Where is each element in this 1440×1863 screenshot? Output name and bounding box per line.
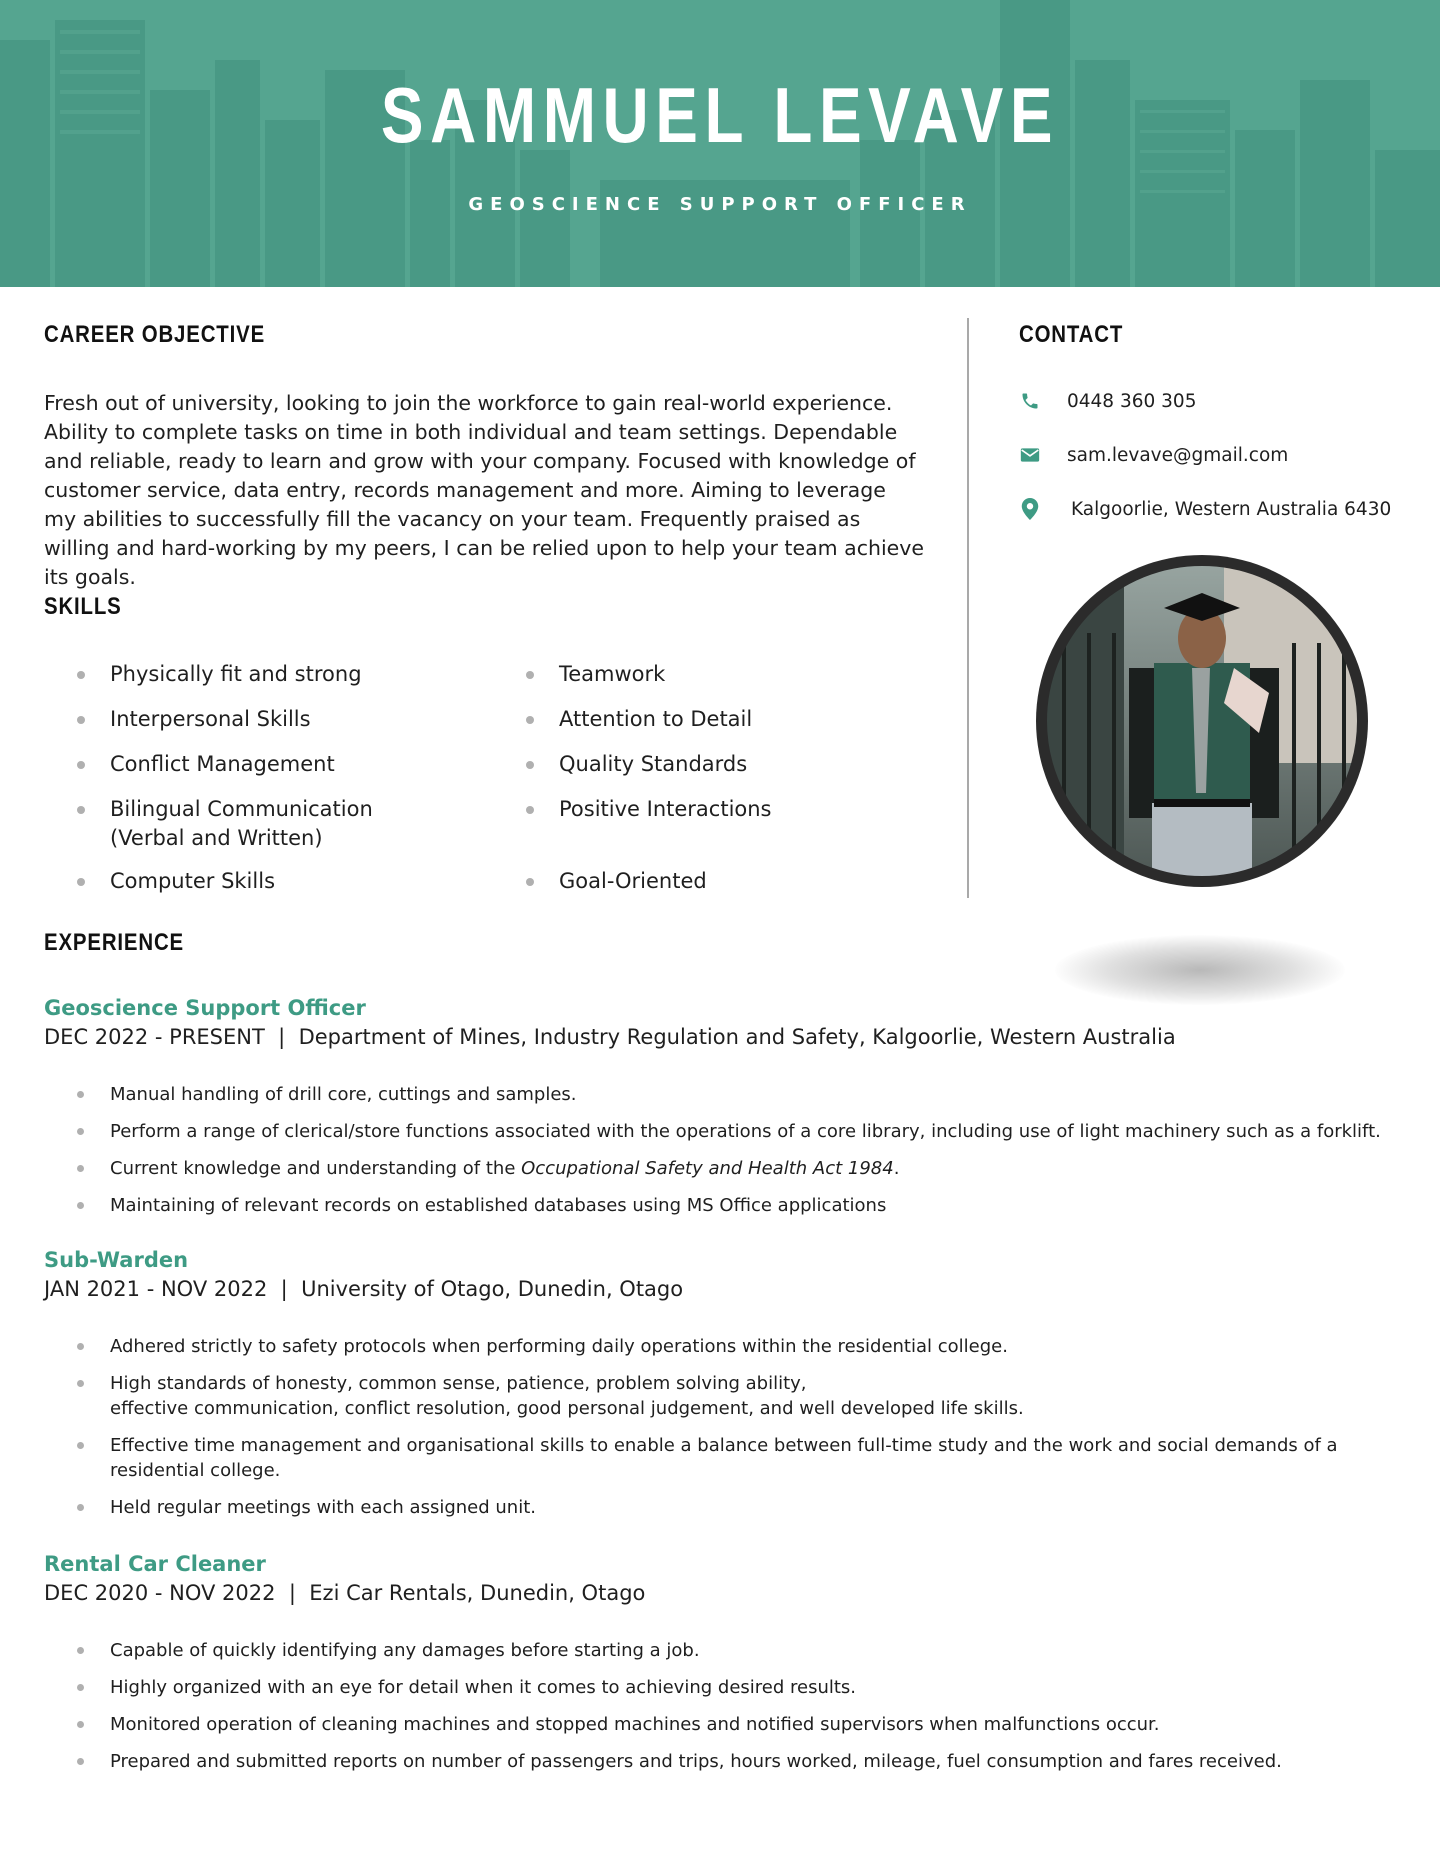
skill-item: Physically fit and strong [44, 660, 474, 689]
job-bullet-text: Current knowledge and understanding of the [110, 1158, 522, 1179]
job-meta: DEC 2020 - NOV 2022 | Ezi Car Rentals, Dunedin, Otago [44, 1581, 646, 1605]
job-meta: DEC 2022 - PRESENT | Department of Mines, Industry Regulation and Safety, Kalgoorlie, Western Australia [44, 1025, 1176, 1049]
job-bullet: Monitored operation of cleaning machines and stopped machines and notified supervisors when malfunctions occur. [44, 1712, 1414, 1737]
phone-icon [1019, 390, 1041, 412]
job-bullet: Manual handling of drill core, cuttings and samples. [44, 1082, 1414, 1107]
skill-item: Interpersonal Skills [44, 705, 474, 734]
job-bullet-line: effective communication, conflict resolution, good personal judgement, and well developed life skills. [110, 1398, 1024, 1419]
job-bullet: Highly organized with an eye for detail when it comes to achieving desired results. [44, 1675, 1414, 1700]
job-bullet [44, 1371, 1414, 1421]
job-bullet: Capable of quickly identifying any damages before starting a job. [44, 1638, 1414, 1663]
job-bullet-line: High standards of honesty, common sense, patience, problem solving ability, [110, 1373, 807, 1394]
skills-heading: SKILLS [44, 593, 122, 620]
job-bullet-end: . [893, 1158, 900, 1179]
career-objective-heading: CAREER OBJECTIVE [44, 321, 266, 348]
candidate-name: SAMMUEL LEVAVE [380, 71, 1060, 159]
skill-item: Goal-Oriented [493, 867, 913, 896]
experience-heading: EXPERIENCE [44, 929, 185, 956]
job-title: Rental Car Cleaner [44, 1552, 266, 1576]
skill-item: Quality Standards [493, 750, 913, 779]
location-text: Kalgoorlie, Western Australia 6430 [1071, 498, 1392, 520]
job-title: Sub-Warden [44, 1248, 189, 1272]
job-bullet: Held regular meetings with each assigned unit. [44, 1495, 1414, 1520]
contact-phone [1019, 386, 1196, 416]
job-bullet: Adhered strictly to safety protocols when performing daily operations within the residential college. [44, 1334, 1414, 1359]
career-objective-text: Fresh out of university, looking to join the workforce to gain real-world experience. Ability to complete tasks on time in both individual and team settings. Dependable and reliable, ready to learn and grow with your company. Focused with knowledge of customer service, data entry, records management and more. Aiming to leverage my abilities to successfully fill the vacancy on your team. Frequently praised as willing and hard-working by my peers, I can be relied upon to help your team achieve its goals. [44, 391, 925, 589]
contact-heading: CONTACT [1019, 321, 1124, 348]
job-bullet: Effective time management and organisational skills to enable a balance between full-time study and the work and social demands of a residential college. [44, 1433, 1414, 1483]
location-pin-icon [1019, 498, 1041, 520]
email-icon [1019, 444, 1041, 466]
job-bullet: Perform a range of clerical/store functions associated with the operations of a core library, including use of light machinery such as a forklift. [44, 1119, 1414, 1144]
skill-item: Conflict Management [44, 750, 474, 779]
column-divider [967, 318, 969, 898]
skill-item: Positive Interactions [493, 795, 913, 824]
email-address[interactable]: sam.levave@gmail.com [1067, 444, 1289, 466]
photo-shadow [1055, 935, 1345, 1005]
profile-photo [1034, 553, 1370, 889]
job-bullets [44, 1082, 1414, 1230]
skill-item: Computer Skills [44, 867, 474, 896]
job-bullet: Maintaining of relevant records on established databases using MS Office applications [44, 1193, 1414, 1218]
job-bullet: Prepared and submitted reports on number of passengers and trips, hours worked, mileage, fuel consumption and fares received. [44, 1749, 1414, 1774]
skill-item: Bilingual Communication (Verbal and Written) [44, 795, 444, 853]
header-banner [0, 0, 1440, 287]
job-meta: JAN 2021 - NOV 2022 | University of Otago, Dunedin, Otago [44, 1277, 684, 1301]
job-bullets [44, 1638, 1414, 1786]
skill-item: Teamwork [493, 660, 913, 689]
contact-location [1019, 494, 1391, 524]
contact-email [1019, 440, 1288, 470]
skills-list-left [44, 660, 474, 912]
job-bullet [44, 1156, 1414, 1181]
skills-list-right [493, 660, 913, 912]
skill-item: Attention to Detail [493, 705, 913, 734]
job-bullets [44, 1334, 1414, 1532]
candidate-role: GEOSCIENCE SUPPORT OFFICER [468, 194, 972, 215]
act-name: Occupational Safety and Health Act 1984 [521, 1158, 894, 1179]
phone-number[interactable]: 0448 360 305 [1067, 390, 1197, 412]
job-title: Geoscience Support Officer [44, 996, 366, 1020]
